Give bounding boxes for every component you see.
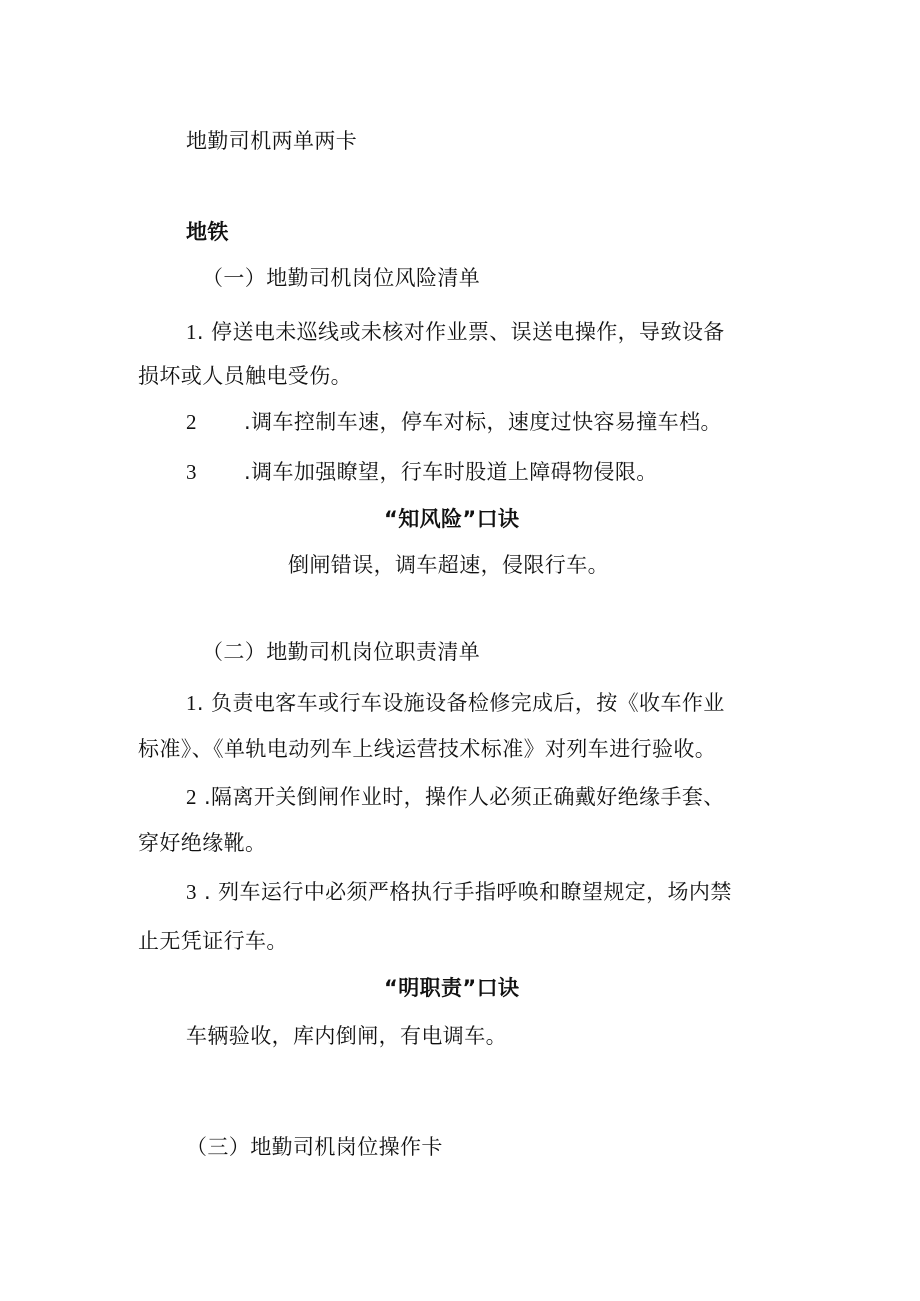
risk-item-2-number: 2 [186,410,197,434]
risk-item-3-number: 3 [186,460,197,484]
duty-item-1-line1 [186,689,725,717]
operation-card-heading: （三）地勤司机岗位操作卡 [186,1135,443,1159]
risk-item-3 [186,458,658,486]
duty-item-1-text: . 负责电客车或行车设施设备检修完成后，按《收车作业 [196,691,725,715]
risk-item-2-text: .调车控制车速，停车对标，速度过快容易撞车档。 [244,410,722,434]
section-heading: 地铁 [186,220,229,244]
risk-item-3-text: .调车加强瞭望，行车时股道上障碍物侵限。 [244,460,658,484]
duty-item-3-number: 3 [186,880,197,904]
duty-item-3-text: . 列车运行中必须严格执行手指呼唤和瞭望规定，场内禁 [196,880,732,904]
duty-slogan-text: 车辆验收，库内倒闸，有电调车。 [186,1024,507,1048]
duty-item-2-line2: 穿好绝缘靴。 [138,831,267,855]
duty-item-3-line2: 止无凭证行车。 [138,929,288,953]
risk-item-1-line2: 损坏或人员触电受伤。 [138,364,352,388]
risk-item-1-line1 [186,318,725,346]
duty-list-heading: （二）地勤司机岗位职责清单 [202,640,481,664]
duty-item-1-number: 1 [186,691,197,715]
duty-item-1-line2: 标准》、《单轨电动列车上线运营技术标准》对列车进行验收。 [138,737,717,761]
duty-item-2-text: .隔离开关倒闸作业时，操作人必须正确戴好绝缘手套、 [196,785,725,809]
risk-slogan-text: 倒闸错误，调车超速，侵限行车。 [288,553,609,577]
duty-slogan-title: “明职责”口诀 [384,976,520,1000]
duty-item-2-number: 2 [186,785,197,809]
risk-slogan-title: “知风险”口诀 [384,507,520,531]
risk-item-2 [186,408,722,436]
risk-item-1-text: . 停送电未巡线或未核对作业票、误送电操作，导致设备 [196,320,725,344]
document-title: 地勤司机两单两卡 [186,129,358,153]
duty-item-3-line1 [186,878,732,906]
risk-item-1-number: 1 [186,320,197,344]
duty-item-2-line1 [186,783,725,811]
risk-list-heading: （一）地勤司机岗位风险清单 [202,266,481,290]
